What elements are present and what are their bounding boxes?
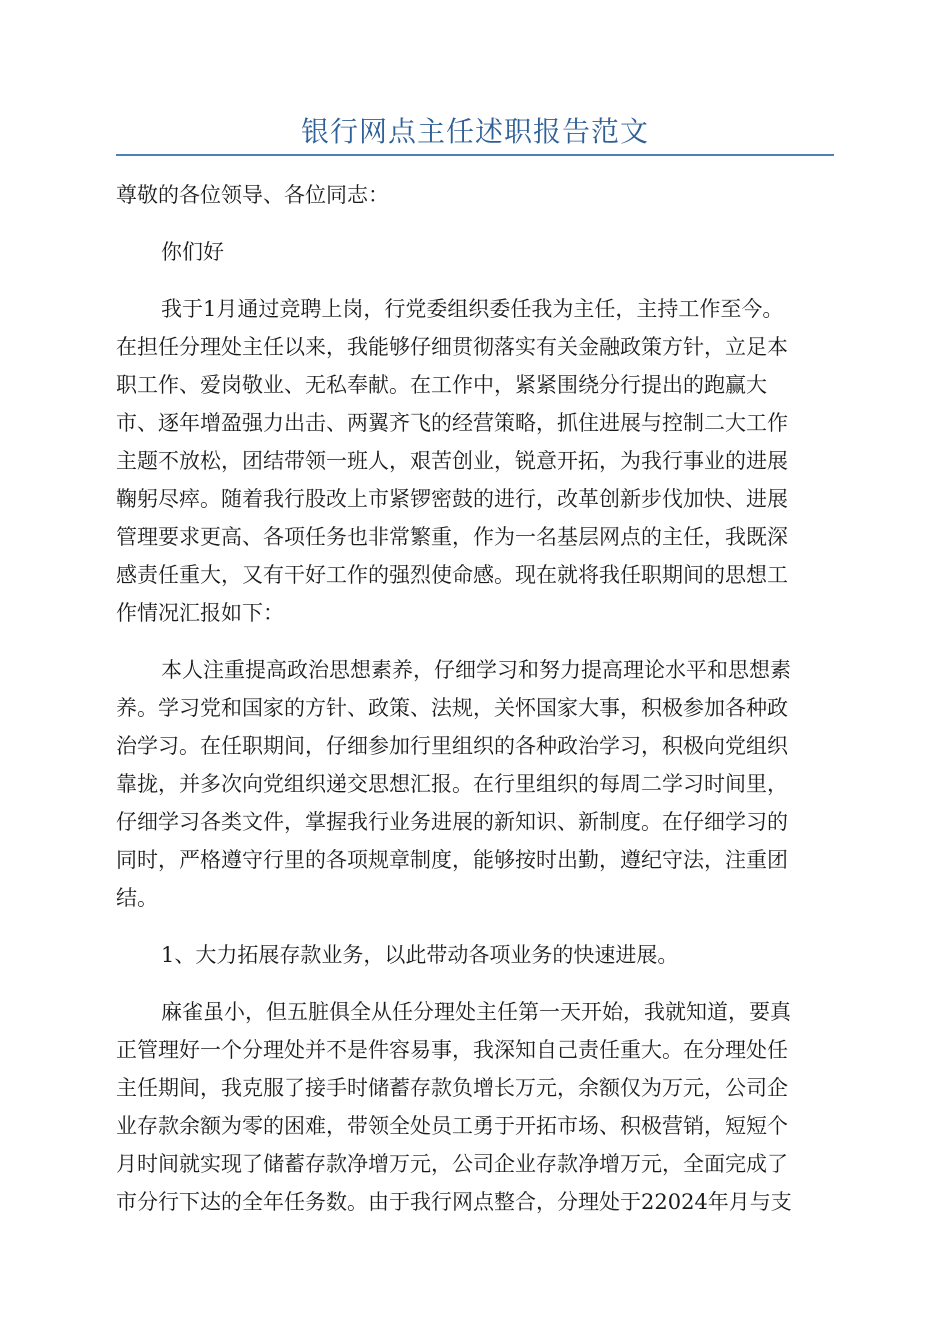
paragraph-deposit-business: 麻雀虽小，但五脏俱全从任分理处主任第一天开始，我就知道，要真 正管理好一个分理处并不是件容易事，我深知自己责任重大。在分理处任 主任期间，我克服了接手时储蓄存款负增长万元，余额仅为万元，公司企 业存款余额为零的困难，带领全处员工勇于开拓市场、积极营销，短短个 月时间就实现了储蓄存款净增万元，公司企业存款净增万元，全面完成了 市分行下达的全年任务数。由于我行网点整合，分理处于22024年月与支	[116, 1000, 792, 1214]
paragraph-section-heading: 1、大力拓展存款业务，以此带动各项业务的快速进展。	[161, 943, 679, 967]
paragraph-political-study: 本人注重提高政治思想素养，仔细学习和努力提高理论水平和思想素 养。学习党和国家的方针、政策、法规，关怀国家大事，积极参加各种政 治学习。在任职期间，仔细参加行里组织的各种政治学习，积极向党组织 靠拢，并多次向党组织递交思想汇报。在行里组织的每周二学习时间里， 仔细学习各类文件，掌握我行业务进展的新知识、新制度。在仔细学习的 同时，严格遵守行里的各项规章制度，能够按时出勤，遵纪守法，注重团 结。	[116, 658, 791, 910]
document-body	[116, 176, 834, 1240]
title-underline	[116, 154, 834, 156]
paragraph-introduction: 我于1月通过竞聘上岗，行党委组织委任我为主任，主持工作至今。 在担任分理处主任以来，我能够仔细贯彻落实有关金融政策方针，立足本 职工作、爱岗敬业、无私奉献。在工作中，紧紧围绕分行提出的跑赢大 市、逐年增盈强力出击、两翼齐飞的经营策略，抓住进展与控制二大工作 主题不放松，团结带领一班人，艰苦创业，锐意开拓，为我行事业的进展 鞠躬尽瘁。随着我行股改上市紧锣密鼓的进行，改革创新步伐加快、进展 管理要求更高、各项任务也非常繁重，作为一名基层网点的主任，我既深 感责任重大，又有干好工作的强烈使命感。现在就将我任职期间的思想工 作情况汇报如下：	[116, 297, 788, 625]
salutation: 尊敬的各位领导、各位同志：	[116, 183, 389, 207]
paragraph-greeting: 你们好	[161, 240, 224, 264]
document-title: 银行网点主任述职报告范文	[300, 115, 649, 148]
